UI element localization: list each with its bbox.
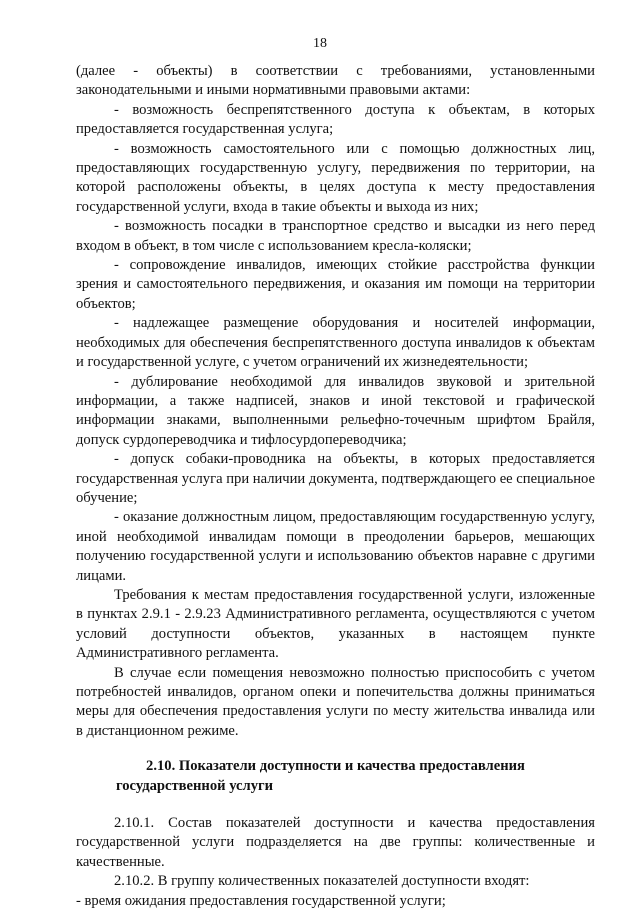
paragraph: В случае если помещения невозможно полностью приспособить с учетом потребностей инвалидов, органом опеки и попечительства должны приниматься меры для обеспечения предоставления услуги по месту жительства инвалида или в дистанционном режиме. [76, 664, 595, 739]
paragraph: (далее - объекты) в соответствии с требованиями, установленными законодательными и иными нормативными правовыми актами: [76, 63, 595, 99]
list-item: - время ожидания предоставления государственной услуги; [76, 892, 446, 909]
list-item: - допуск собаки-проводника на объекты, в которых предоставляется государственная услуга при наличии документа, подтверждающего ее специальное обучение; [76, 451, 595, 506]
paragraph: Требования к местам предоставления государственной услуги, изложенные в пунктах 2.9.1 - 2.9.23 Административного регламента, осуществляются с учетом условий доступности объектов, указанных в настоящем пункте Административного регламента. [76, 586, 595, 662]
paragraph: 2.10.1. Состав показателей доступности и качества предоставления государственной услуги подразделяется на две группы: количественные и качественные. [76, 815, 595, 870]
list-item: - надлежащее размещение оборудования и носителей информации, необходимых для обеспечения беспрепятственного доступа инвалидов к объектам и государственной услуге, с учетом ограничений их жизнедеятельности; [76, 315, 595, 371]
list-item: - оказание должностным лицом, предоставляющим государственную услугу, иной необходимой инвалидам помощи в преодолении барьеров, мешающих получению государственной услуги и использованию объектов наравне с другими лицами. [76, 509, 595, 584]
list-item: - дублирование необходимой для инвалидов звуковой и зрительной информации, а также надписей, знаков и иной текстовой и графической информации знаками, выполненными рельефно-точечным шрифтом Брайля, допуск сурдопереводчика и тифлосурдопереводчика; [76, 373, 595, 448]
list-item: - возможность посадки в транспортное средство и высадки из него перед входом в объект, в том числе с использованием кресла-коляски; [76, 218, 595, 254]
page-number: 18 [313, 36, 327, 51]
section-heading: 2.10. Показатели доступности и качества предоставления государственной услуги [116, 758, 525, 794]
list-item: - сопровождение инвалидов, имеющих стойкие расстройства функции зрения и самостоятельного передвижения, и оказания им помощи на территории объектов; [76, 257, 595, 312]
list-item: - возможность самостоятельного или с помощью должностных лиц, предоставляющих государственную услугу, передвижения по территории, на которой расположены объекты, в целях доступа к месту предоставления государственной услуги, входа в такие объекты и выхода из них; [76, 140, 595, 215]
paragraph: 2.10.2. В группу количественных показателей доступности входят: [114, 873, 530, 890]
document-body [76, 62, 595, 911]
list-item: - возможность беспрепятственного доступа к объектам, в которых предоставляется государственная услуга; [76, 101, 595, 138]
